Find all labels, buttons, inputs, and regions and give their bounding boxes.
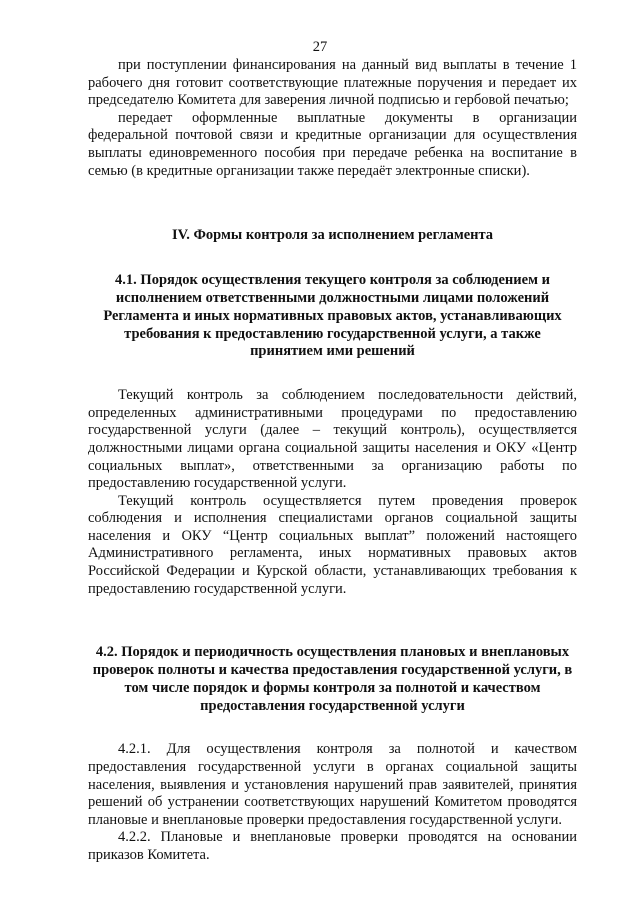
section-title: IV. Формы контроля за исполнением регламента <box>171 227 494 244</box>
intro-paragraph-1: при поступлении финансирования на данный вид выплаты в течение 1 рабочего дня готовит соответствующие платежные поручения и передает их председателю Комитета для заверения личной подписью и гербовой печатью; <box>88 57 577 109</box>
subsection-4-1-paragraph-1: Текущий контроль за соблюдением последовательности действий, определенных административными процедурами по предоставлению государственной услуги (далее – текущий контроль), осуществляется должностными лицами органа социальной защиты населения и ОКУ «Центр социальных выплат», ответственными за организацию работы по предоставлению государственной услуги. <box>88 387 577 492</box>
page-content <box>88 57 577 865</box>
spacer <box>88 361 577 387</box>
subsection-4-1-title: 4.1. Порядок осуществления текущего контроля за соблюдением и исполнением ответственными должностными лицами положений Регламента и иных нормативных правовых актов, устанавливающих требования к предоставлению государственной услуги, а также принятием ими решений <box>103 272 562 360</box>
spacer <box>88 180 577 226</box>
subsection-4-1-paragraph-2: Текущий контроль осуществляется путем проведения проверок соблюдения и исполнения специалистами органов социальной защиты населения и ОКУ “Центр социальных выплат” положений настоящего Административного регламента, иных нормативных правовых актов Российской Федерации и Курской области, устанавливающих требования к предоставлению государственной услуги. <box>88 492 577 597</box>
intro-paragraph-2: передает оформленные выплатные документы в организации федеральной почтовой связи и кредитные организации для осуществления выплаты единовременного пособия при передаче ребенка на воспитание в семью (в кредитные организации также передаёт электронные списки). <box>88 109 577 179</box>
subsection-4-2-paragraph-2: 4.2.2. Плановые и внеплановые проверки проводятся на основании приказов Комитета. <box>88 829 577 864</box>
spacer <box>88 715 577 741</box>
page-number: 27 <box>312 39 328 55</box>
subsection-4-2-title: 4.2. Порядок и периодичность осуществления плановых и внеплановых проверок полноты и качества предоставления государственной услуги, в том числе порядок и формы контроля за полнотой и качеством предоставления государственной услуги <box>92 644 573 714</box>
subsection-4-2-paragraph-1: 4.2.1. Для осуществления контроля за полнотой и качеством предоставления государственной услуги в органах социальной защиты населения, выявления и установления нарушений прав заявителей, принятия решений об устранении соответствующих нарушений Комитетом проводятся плановые и внеплановые проверки предоставления государственной услуги. <box>88 741 577 828</box>
spacer <box>88 244 577 272</box>
spacer <box>88 598 577 644</box>
